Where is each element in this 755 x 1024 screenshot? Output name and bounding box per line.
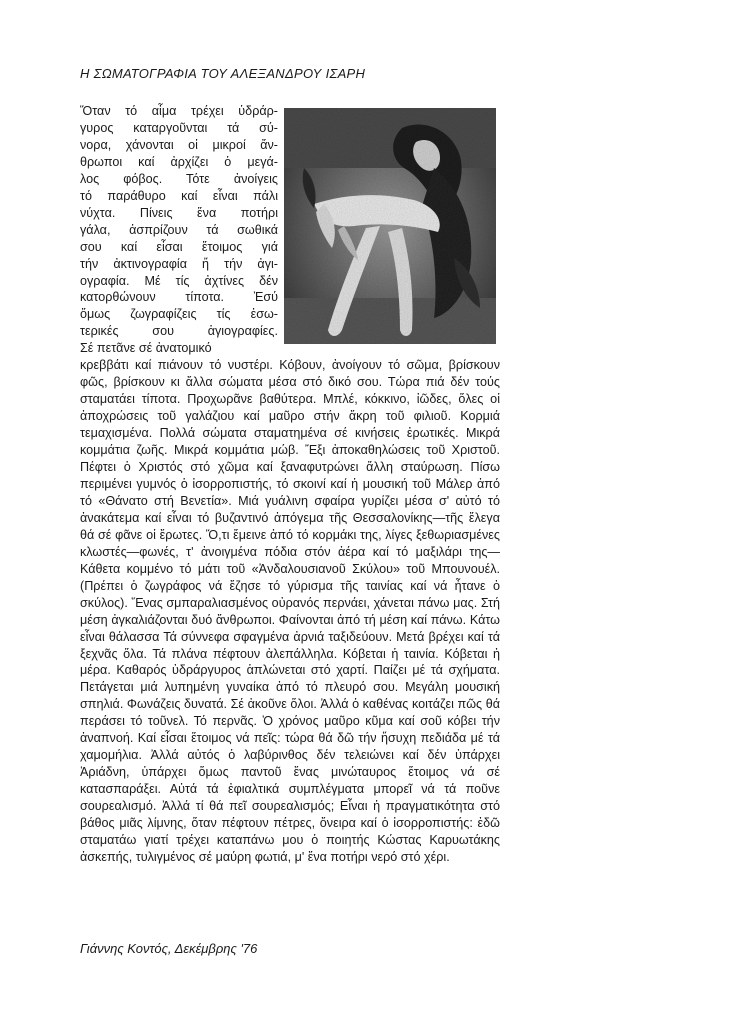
text-line: τήν ἀκτινογραφία ἤ τήν ἀγι-: [80, 256, 278, 271]
text-line: τερικές σου ἁγιογραφίες.: [80, 324, 278, 339]
text-line: θρωποι καί ἀρχίζει ὁ μεγά-: [80, 154, 278, 169]
text-line: σου καί εἶσαι ἕτοιμος γιά: [80, 239, 278, 254]
text-line: ογραφία. Μέ τίς ἀχτίνες δέν: [80, 273, 278, 288]
text-line: κατορθώνουν τίποτα. Ἐσύ: [80, 290, 278, 305]
wrapped-paragraph: [80, 103, 278, 357]
text-line: νύχτα. Πίνεις ἕνα ποτήρι: [80, 205, 278, 220]
running-head: Η ΣΩΜΑΤΟΓΡΑΦΙΑ ΤΟΥ ΑΛΕΞΑΝΔΡΟΥ ΙΣΑΡΗ: [80, 66, 366, 81]
signature: Γιάννης Κοντός, Δεκέμβρης '76: [80, 941, 258, 956]
text-line: τό παράθυρο καί εἶναι πάλι: [80, 188, 278, 203]
text-line: γάλα, ἀσπρίζουν τά σωθικά: [80, 222, 278, 237]
text-line: ὅμως ζωγραφίζεις τίς ἐσω-: [80, 307, 278, 322]
article-body: [80, 103, 500, 866]
text-line: νορα, χάνονται οἱ μικροί ἄν-: [80, 137, 278, 152]
text-line: Σέ πετᾶνε σέ ἀνατομικό: [80, 341, 212, 356]
text-line: Ὅταν τό αἷμα τρέχει ὑδράρ-: [80, 104, 278, 118]
body-continuation: κρεββάτι καί πιάνουν τό νυστέρι. Κόβουν, ἀνοίγουν τό σῶμα, βρίσκουν φῶς, βρίσκουν κι ἄλλα σώματα μέσα στό δικό σου. Τώρα πιά δέν τούς σταματάει τίποτα. Προχωρᾶνε βαθύτερα. Μπλέ, κόκκινο, ἰῶδες, ὅλες οἱ ἀποχρώσεις τοῦ γαλάζιου καί μαῦρο στήν ἄκρη τοῦ φιλιοῦ. Κορμιά τεμαχισμένα. Πολλά σώματα σταματημένα σέ κινήσεις ἐρωτικές. Μικρά κομμάτια ζωῆς. Μικρά κομμάτια μώβ. Ἔξι ἀποκαθηλώσεις τοῦ Χριστοῦ. Πέφτει ὁ Χριστός στό χῶμα καί ξαναφυτρώνει ἄλλη σταύρωση. Πίσω περιμένει γυμνός ὁ ἰσορροπιστής, τό σκοινί καί ἡ μουσική τοῦ Μάλερ ἀπό τό «Θάνατο στή Βενετία». Μιά γυάλινη σφαίρα γυρίζει μέσα σ' αὐτό τό ἀνακάτεμα καί εἶναι τό βυζαντινό ἀπόγεμα τῆς Θεσσαλονίκης—τῆς ἔλεγα θά σέ φᾶνε οἱ ἔρωτες. Ὅ,τι ἔμεινε ἀπό τό κορμάκι της, λίγες ξεθωριασμένες κλωστές—φωνές, τ' ἀνοιγμένα πόδια στόν ἀέρα καί τό μαξιλάρι της— Κάθετα κομμένο τό μάτι τοῦ «Ἀνδαλουσιανοῦ Σκύλου» τοῦ Μπουνουέλ. (Πρέπει ὁ ζωγράφος νά ἔζησε τό γύρισμα τῆς ταινίας καί νά ἦτανε ὁ σκύλος). Ἕνας σμπαραλιασμένος οὐρανός περνάει, χάνεται πάνω μας. Στή μέση ἀγκαλιάζονται δυό ἄνθρωποι. Φαίνονται ἀπό τή μέση καί πάνω. Κάτω εἶναι θάλασσα Τά σύννεφα σφαγμένα ἀρνιά ταξιδεύουν. Μετά βρέχει καί τά ξεχνᾶς ὅλα. Τά πλάνα πέφτουν ἀλεπάλληλα. Κόβεται ἡ ταινία. Κόβεται ἡ μέρα. Καθαρός ὑδράργυρος ἁπλώνεται στό χαρτί. Παίζει μέ τά σχήματα. Πετάγεται μιά λυπημένη γυναίκα ἀπό τό πλευρό σου. Μεγάλη μουσική σπηλιά. Φωνάζεις δυνατά. Σέ ἀκοῦνε ὅλοι. Ἀλλά ὁ καθένας κοιτάζει πῶς θά περάσει τό τοῦνελ. Τό περνᾶς. Ὁ χρόνος μαῦρο κῦμα καί σοῦ κόβει τήν ἀναπνοή. Καί εἶσαι ἕτοιμος νά πεῖς: τώρα θά δῶ τήν ἥσυχη πεδιάδα μέ τά χαμομήλια. Ἀλλά αὐτός ὁ λαβύρινθος δέν τελειώνει καί δέν ὑπάρχει Ἀριάδνη, ὑπάρχει ὅμως παντοῦ ἕνας μινώταυρος ἕτοιμος νά σέ κατασπαράξει. Αὐτά τά ἐφιαλτικά συμπλέγματα μπορεῖ νά τά ποῦνε σουρεαλισμό. Ἀλλά τί θά πεῖ σουρεαλισμός; Εἶναι ἡ πραγματικότητα στό βάθος μιᾶς λίμνης, ὅταν πέφτουν πέτρες, ὄνειρα καί ὁ ἰσορροπιστής: ἐδῶ σταματάω γιατί τρέχει καταπάνω μου ὁ ποιητής Κώστας Καρυωτάκης ἀσκεπής, τυλιγμένος σέ μαύρη φωτιά, μ' ἕνα ποτήρι νερό στό χέρι.: [80, 358, 500, 864]
text-line: γυρος καταργοῦνται τά σύ-: [80, 120, 278, 135]
text-line: λος φόβος. Τότε ἀνοίγεις: [80, 171, 278, 186]
